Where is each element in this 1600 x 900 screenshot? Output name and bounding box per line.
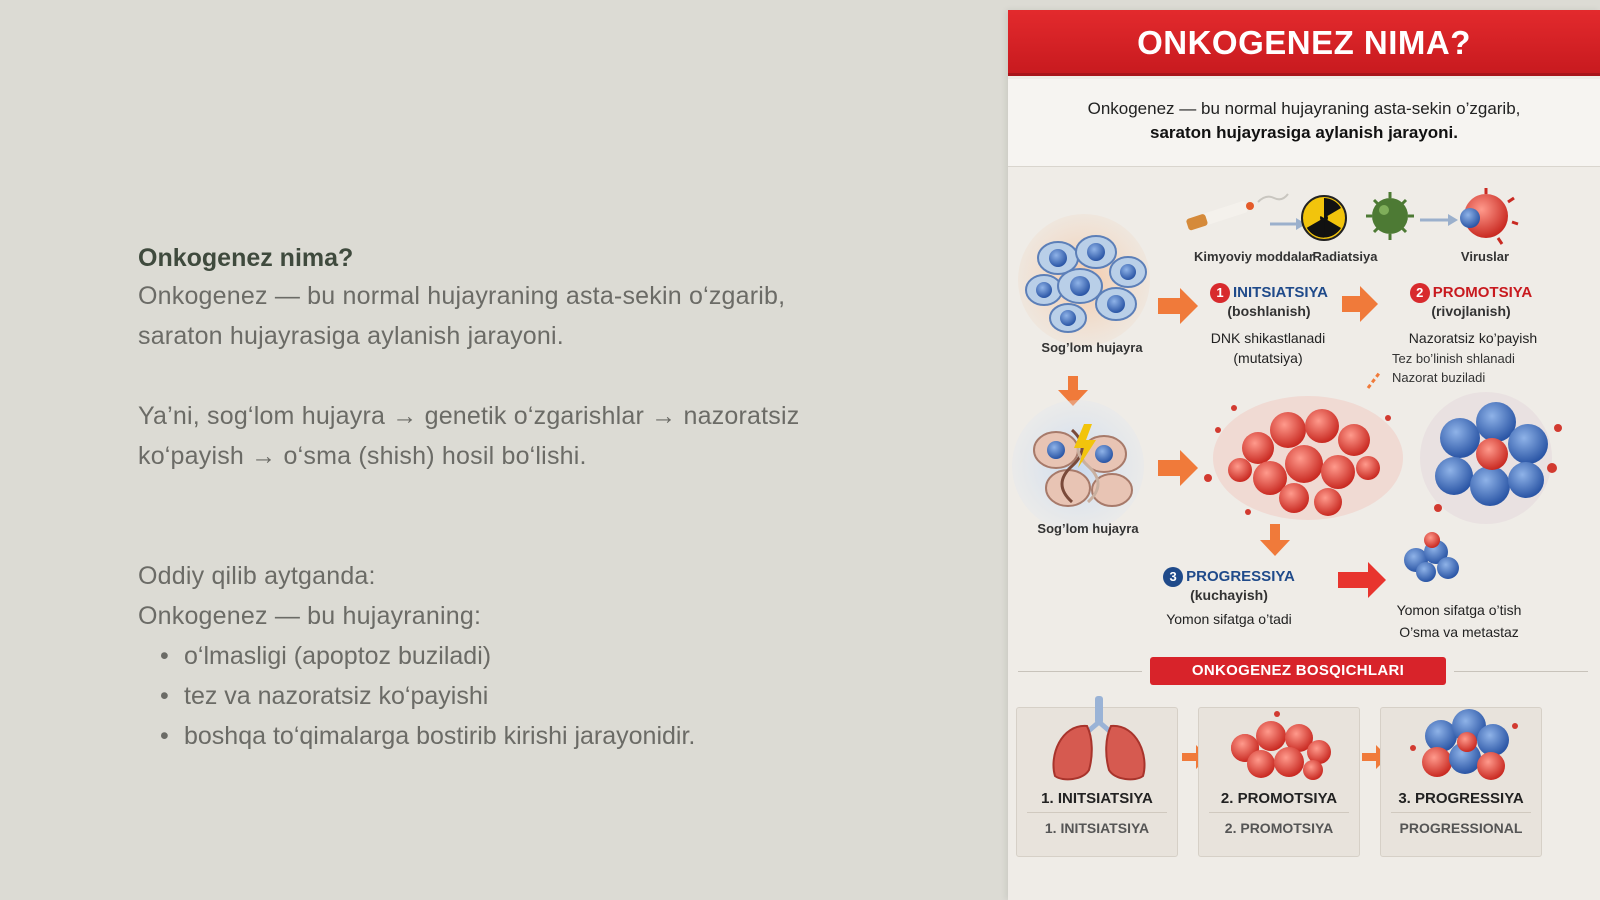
sequence-line-1: Ya’ni, sog‘lom hujayra → genetik o‘zgarishlar → nazoratsiz: [138, 402, 800, 430]
stage-3-sub: (kuchayish): [1190, 587, 1268, 603]
stage-2-title: PROMOTSIYA: [1432, 284, 1533, 301]
arrow-right-icon: [1338, 562, 1386, 598]
factor-viruses-label: Viruslar: [1460, 249, 1510, 264]
bullet-list: [138, 636, 898, 756]
stage-2-desc-3: Nazorat buziladi: [1392, 370, 1486, 385]
bullet-item: • boshqa to‘qimalarga bostirib kirishi jarayonidir.: [160, 716, 898, 756]
stage-2-desc-1: Nazoratsiz ko’payish: [1408, 330, 1538, 346]
infographic-panel: [1008, 10, 1600, 900]
slide-heading: Onkogenez nima?: [138, 244, 354, 272]
step-card-3: [1380, 707, 1542, 857]
step-card-2-title: 2. PROMOTSIYA: [1220, 790, 1338, 807]
stage-1-title: INITSIATSIYA: [1232, 284, 1329, 301]
simple-lead: Onkogenez — bu hujayraning:: [138, 602, 482, 630]
arrow-right-icon: [1158, 450, 1198, 486]
metastasis-icon: [1404, 532, 1459, 582]
process-illustration: [1008, 168, 1600, 648]
infographic-intro: [1008, 79, 1600, 167]
step-card-3-title: 3. PROGRESSIYA: [1398, 790, 1524, 807]
arrow-right-icon: [1158, 288, 1198, 324]
damaged-cell-icon: [1012, 400, 1144, 532]
definition-line-2: saraton hujayrasiga aylanish jarayoni.: [138, 322, 564, 350]
radiation-icon: [1302, 196, 1346, 240]
stage-1-number: 1: [1210, 283, 1230, 303]
stage-3-number: 3: [1163, 567, 1183, 587]
intro-line-2: saraton hujayrasiga aylanish jarayoni.: [1149, 123, 1459, 142]
red-cells-icon: [1215, 700, 1345, 786]
sequence-line-2: ko‘payish → o‘sma (shish) hosil bo‘lishi.: [138, 442, 587, 470]
virus-red-icon: [1460, 188, 1518, 244]
bullet-item: • tez va nazoratsiz ko‘payishi: [160, 676, 898, 716]
healthy-cell-label: Sog’lom hujayra: [1041, 340, 1143, 355]
factor-radiation-label: Radiatsiya: [1312, 249, 1378, 264]
factor-chemicals-label: Kimyoviy moddalar: [1194, 249, 1314, 264]
simple-intro: Oddiy qilib aytganda:: [138, 562, 376, 590]
tumor-icon: [1397, 696, 1527, 786]
virus-icon: [1366, 192, 1414, 240]
healthy-cell-cluster-icon: [1018, 214, 1150, 346]
stage-1-sub: (boshlanish): [1227, 303, 1311, 319]
tumor-blue-icon: [1420, 392, 1562, 524]
stage-2-desc-2: Tez bo’linish shlanadi: [1392, 351, 1515, 366]
bullet-item: • o‘lmasligi (apoptoz buziladi): [160, 636, 898, 676]
step-card-2: [1198, 707, 1360, 857]
lungs-icon: [1039, 696, 1159, 786]
stage-2-block: [1392, 283, 1550, 319]
intro-line-1: Onkogenez — bu normal hujayraning asta-sekin o’zgarib,: [1087, 99, 1521, 118]
malignant-line-1: Yomon sifatga o’tish: [1396, 602, 1522, 618]
stage-3-desc-1: Yomon sifatga o’tadi: [1166, 611, 1292, 627]
step-card-1-sub: 1. INITSIATSIYA: [1044, 820, 1150, 836]
stage-3-title: PROGRESSIYA: [1186, 568, 1295, 585]
stage-2-sub: (rivojlanish): [1431, 303, 1511, 319]
step-card-3-sub: PROGRESSIONAL: [1399, 820, 1523, 836]
steps-title: ONKOGENEZ BOSQICHLARI: [1150, 657, 1446, 685]
stage-1-desc-2: (mutatsiya): [1233, 350, 1303, 366]
tumor-red-cluster-icon: [1204, 396, 1403, 520]
arrow-down-icon: [1260, 524, 1290, 556]
step-card-1: [1016, 707, 1178, 857]
divider: [1454, 671, 1588, 672]
stage-1-desc-1: DNK shikastlanadi: [1210, 330, 1326, 346]
text-block: [138, 240, 898, 756]
arrow-right-icon: [1342, 286, 1378, 322]
damaged-cell-label: Sog’lom hujayra: [1037, 521, 1139, 536]
divider: [1018, 671, 1142, 672]
stage-3-block: [1154, 567, 1304, 603]
step-card-1-title: 1. INITSIATSIYA: [1041, 790, 1153, 807]
stage-2-number: 2: [1410, 283, 1430, 303]
malignant-line-2: O’sma va metastaz: [1399, 624, 1519, 640]
infographic-title: ONKOGENEZ NIMA?: [1008, 10, 1600, 76]
definition-line-1: Onkogenez — bu normal hujayraning asta-sekin o‘zgarib,: [138, 282, 786, 310]
stage-1-block: [1204, 283, 1334, 319]
step-card-2-sub: 2. PROMOTSIYA: [1224, 820, 1334, 836]
